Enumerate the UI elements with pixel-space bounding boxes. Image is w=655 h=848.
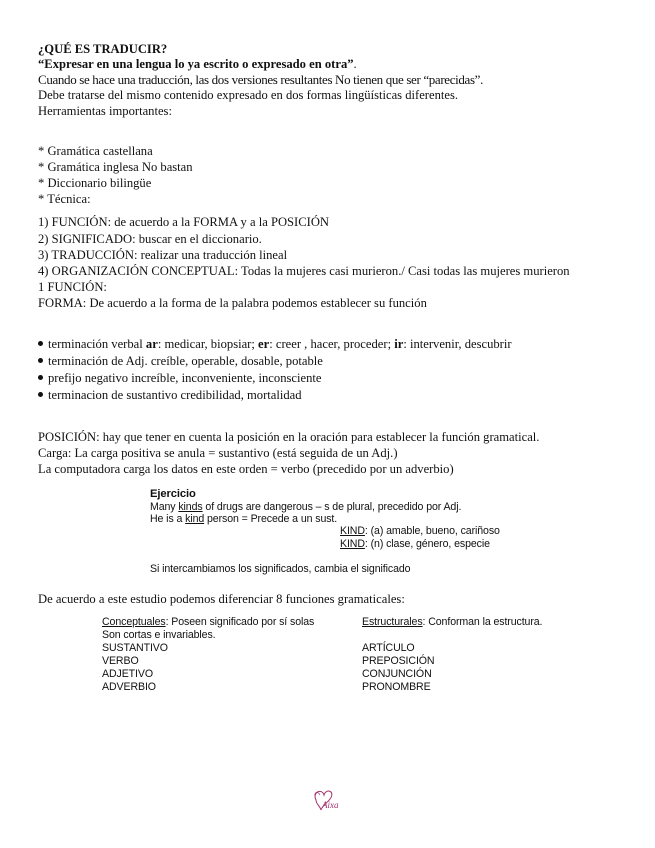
- definition-quote: “Expresar en una lengua lo ya escrito o expresado en otra”: [38, 57, 354, 71]
- form-description: FORMA: De acuerdo a la forma de la palabra podemos establecer su función: [38, 296, 427, 310]
- aixa-logo-icon: [302, 786, 352, 816]
- step-item: 4) ORGANIZACIÓN CONCEPTUAL: Todas la mujeres casi murieron./ Casi todas las mujeres murieron: [38, 264, 570, 278]
- conceptual-item: VERBO: [102, 655, 139, 667]
- definition-line: [38, 57, 357, 72]
- exercise-line-3: KIND: (a) amable, bueno, cariñoso: [340, 525, 500, 537]
- tool-item: * Técnica:: [38, 192, 91, 206]
- conceptual-heading: Conceptuales: Poseen significado por sí solas: [102, 616, 315, 628]
- conceptual-item: ADVERBIO: [102, 681, 156, 693]
- exercise-line-2: He is a kind person = Precede a un sust.: [150, 513, 338, 525]
- tool-item: * Gramática inglesa No bastan: [38, 160, 193, 174]
- bullet-item: terminacion de sustantivo credibilidad, mortalidad: [38, 388, 302, 403]
- intro-line-2: Debe tratarse del mismo contenido expresado en dos formas lingüísticas diferentes.: [38, 88, 459, 102]
- step-item: 2) SIGNIFICADO: buscar en el diccionario.: [38, 232, 262, 246]
- position-line-2: Carga: La carga positiva se anula = sustantivo (está seguida de un Adj.): [38, 446, 398, 460]
- conceptual-item: ADJETIVO: [102, 668, 153, 680]
- intro-line-1: Cuando se hace una traducción, las dos versiones resultantes No tienen que ser “parecidas”.: [38, 72, 484, 87]
- structural-item: PREPOSICIÓN: [362, 655, 435, 667]
- bullet-dot: [38, 375, 43, 380]
- step-item: 1) FUNCIÓN: de acuerdo a la FORMA y a la POSICIÓN: [38, 215, 330, 229]
- page-title: ¿QUÉ ES TRADUCIR?: [38, 42, 168, 56]
- bullet-item: terminación verbal ar: medicar, biopsiar; er: creer , hacer, proceder; ir: intervenir, descubrir: [38, 337, 512, 352]
- conceptual-item: SUSTANTIVO: [102, 642, 168, 654]
- exercise-line-1: Many kinds of drugs are dangerous – s de plural, precedido por Adj.: [150, 501, 462, 513]
- tool-item: * Diccionario bilingüe: [38, 176, 152, 190]
- tool-item: * Gramática castellana: [38, 144, 153, 158]
- intro-line-3: Herramientas importantes:: [38, 104, 172, 118]
- structural-item: PRONOMBRE: [362, 681, 431, 693]
- step-item: 3) TRADUCCIÓN: realizar una traducción lineal: [38, 248, 288, 262]
- position-line-1: POSICIÓN: hay que tener en cuenta la posición en la oración para establecer la función gramatical.: [38, 430, 540, 444]
- section-label: 1 FUNCIÓN:: [38, 280, 107, 294]
- bullet-item: terminación de Adj. creíble, operable, dosable, potable: [38, 354, 323, 369]
- exercise-heading: Ejercicio: [150, 488, 196, 500]
- bullet-dot: [38, 358, 43, 363]
- structural-item: ARTÍCULO: [362, 642, 415, 654]
- logo-text: Aixa: [322, 800, 339, 810]
- functions-intro: De acuerdo a este estudio podemos diferenciar 8 funciones gramaticales:: [38, 592, 405, 606]
- bullet-dot: [38, 392, 43, 397]
- structural-item: CONJUNCIÓN: [362, 668, 432, 680]
- structural-heading: Estructurales: Conforman la estructura.: [362, 616, 543, 628]
- exercise-line-4: KIND: (n) clase, género, especie: [340, 538, 490, 550]
- bullet-item: prefijo negativo increíble, inconveniente, inconsciente: [38, 371, 321, 386]
- position-line-3: La computadora carga los datos en este orden = verbo (precedido por un adverbio): [38, 462, 454, 476]
- exercise-note: Si intercambiamos los significados, cambia el significado: [150, 563, 411, 575]
- conceptual-desc: Son cortas e invariables.: [102, 629, 216, 641]
- bullet-dot: [38, 341, 43, 346]
- definition-end: .: [353, 57, 357, 71]
